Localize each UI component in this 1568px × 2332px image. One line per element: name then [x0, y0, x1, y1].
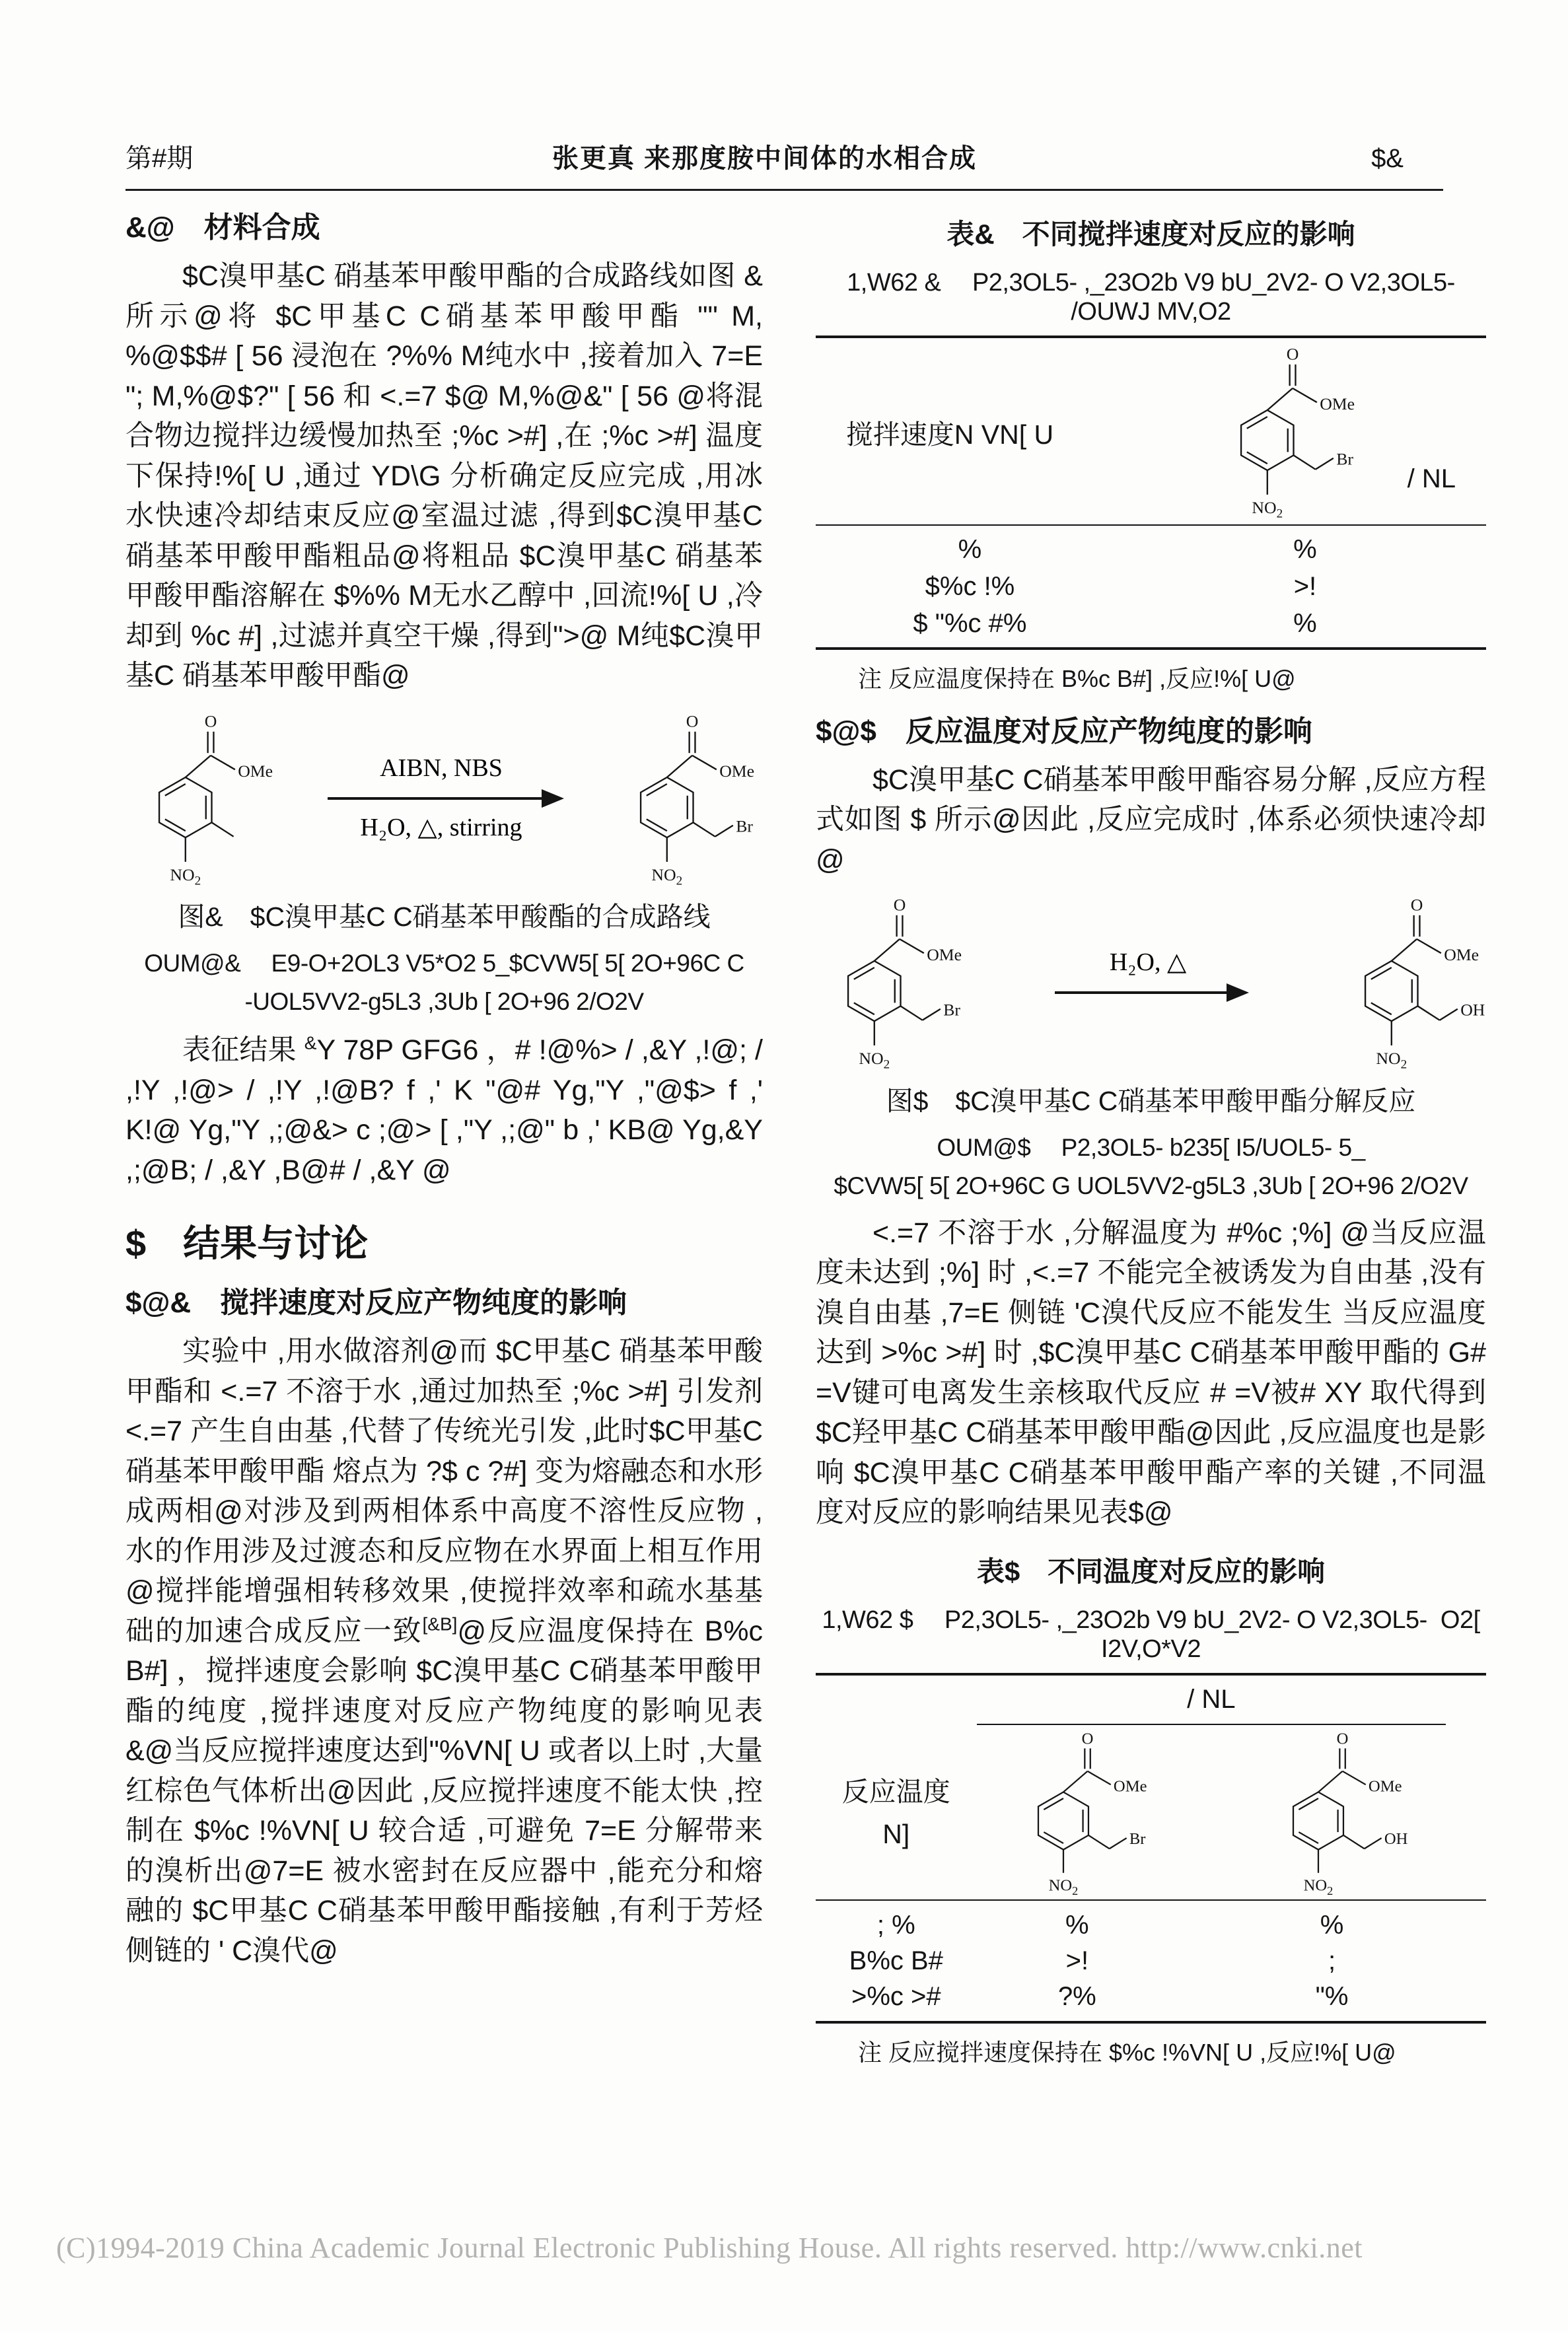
- svg-text:O: O: [1336, 1730, 1349, 1748]
- table-cell: $ "%c #%: [913, 608, 1027, 638]
- alcohol-structure: [1184, 1727, 1486, 1900]
- svg-text:NO2: $NO_2$: [1303, 1876, 1333, 1897]
- header-left-line1: 反应温度: [841, 1777, 950, 1808]
- table2-note: 注 反应搅拌速度保持在 $%c !%VN[ U ,反应!%[ U@: [858, 2039, 1396, 2067]
- table2-span-header: [816, 1676, 1486, 1727]
- section-heading-materials: &@ 材料合成: [125, 211, 320, 244]
- svg-text:O: O: [204, 711, 217, 730]
- table-cell: %: [1065, 1911, 1089, 1940]
- arrowhead-icon: [542, 789, 564, 808]
- svg-text:OMe: OMe: [1319, 394, 1355, 414]
- section-heading-results: $ 结果与讨论: [125, 1222, 369, 1265]
- table2: [816, 1673, 1486, 2024]
- svg-text:O: O: [893, 895, 906, 915]
- bromide-structure: [977, 1727, 1185, 1900]
- figure1-caption-cn: 图& $C溴甲基C C硝基苯甲酸酯的合成路线: [178, 901, 711, 933]
- table2-header: [816, 1727, 1486, 1900]
- table-cell: %: [1293, 534, 1317, 564]
- table1-unit-label: / NL: [1407, 464, 1456, 493]
- figure2-caption-en1: OUM@$ P2,3OL5- b235[ I5/UOL5- 5_: [937, 1133, 1365, 1161]
- svg-text:Br: Br: [1336, 449, 1353, 469]
- table1-note: 注 反应温度保持在 B%c B#] ,反应!%[ U@: [858, 664, 1296, 692]
- svg-text:OMe: OMe: [1368, 1777, 1402, 1796]
- svg-text:OMe: OMe: [927, 945, 962, 965]
- table-cell: >!: [1293, 571, 1317, 601]
- table-cell: "%: [1315, 1982, 1349, 2012]
- table2-inner-rule: [816, 1899, 1486, 1901]
- svg-text:OH: OH: [1460, 1000, 1485, 1020]
- figure1-caption-en1: OUM@& E9-O+2OL3 V5*O2 5_$CVW5[ 5[ 2O+96C C: [144, 950, 744, 977]
- char-lead: 表征结果: [182, 1034, 304, 1067]
- figure2-scheme: [816, 893, 1486, 1074]
- svg-text:OMe: OMe: [719, 761, 755, 781]
- running-title: 张更真 来那度胺中间体的水相合成: [552, 144, 978, 173]
- svg-text:Br: Br: [943, 1000, 960, 1020]
- paragraph-temperature: <.=7 不溶于水 ,分解温度为 #%c ;%] @当反应温度未达到 ;%] 时 ,<.=7 不能完全被诱发为自由基 ,没有溴自由基 ,7=E 侧链 'C溴代反应不能发生 当反应温度达到 >%c >#] 时 ,$C溴甲基C C硝基苯甲酸甲酯的 G# =V键可电离发生亲核取代反应 # =V被# XY 取代得到 $C羟甲基C C硝基苯甲酸甲酯@因此 ,反应温度也是影响 $C溴甲基C C硝基苯甲酸甲酯产率的关键 ,不同温度对反应的影响结果见表$@: [816, 1217, 1486, 1529]
- table-cell: B%c B#: [849, 1946, 943, 1976]
- reaction-arrow: [1052, 937, 1250, 1030]
- table2-header-left: [816, 1771, 977, 1855]
- svg-text:O: O: [686, 711, 699, 730]
- figure1-caption-en2: -UOL5VV2-g5L3 ,3Ub [ 2O+96 2/O2V: [244, 988, 644, 1016]
- svg-text:NO2: $NO_2$: [859, 1048, 890, 1072]
- paragraph-characterization: [125, 1030, 763, 1190]
- svg-text:OMe: OMe: [1113, 1777, 1147, 1796]
- issue-label: 第#期: [125, 144, 194, 173]
- svg-text:NO2: $NO_2$: [1376, 1048, 1408, 1072]
- table-cell: %: [1293, 608, 1317, 638]
- svg-text:OMe: OMe: [238, 761, 273, 781]
- subsection-heading-temperature: $@$ 反应温度对反应产物纯度的影响: [816, 715, 1312, 748]
- table-cell: $%c !%: [925, 571, 1015, 601]
- figure1-scheme: [125, 709, 763, 890]
- header-left-line2: N]: [882, 1819, 910, 1850]
- stir-b: @反应温度保持在 B%c B#] ，搅拌速度会影响 $C溴甲基C C硝基苯甲酸甲酯的纯度 ,搅拌速度对反应产物纯度的影响见表 &@当反应搅拌速度达到"%VN[ U 或者以上时 ,大量红棕色气体析出@因此 ,反应搅拌速度不能太快 ,控制在 $%c !%VN[ U 较合适 ,可避免 7=E 分解带来的溴析出@7=E 被水密封在反应器中 ,能充分和熔融的 $C甲基C C硝基苯甲酸甲酯接触 ,有利于芳烃侧链的 ' C溴代@: [125, 1615, 764, 1967]
- svg-text:O: O: [1286, 344, 1299, 364]
- reactant-structure: [128, 709, 279, 890]
- table-cell: %: [958, 534, 982, 564]
- svg-text:O: O: [1410, 895, 1423, 915]
- svg-text:Br: Br: [1129, 1829, 1146, 1848]
- arrowhead-icon: [1227, 983, 1249, 1002]
- table-row: [816, 1943, 1486, 1979]
- table-cell: ;: [1328, 1946, 1336, 1976]
- table-row: [816, 1979, 1486, 2014]
- svg-text:OMe: OMe: [1444, 945, 1479, 965]
- paragraph-decomposition: $C溴甲基C C硝基苯甲酸甲酯容易分解 ,反应方程式如图 $ 所示@因此 ,反应完成时 ,体系必须快速冷却@: [816, 763, 1486, 876]
- bromide-structure: [817, 893, 968, 1074]
- table1: [816, 336, 1486, 650]
- alcohol-structure: [1334, 893, 1485, 1074]
- svg-text:NO2: $NO_2$: [1251, 497, 1283, 521]
- char-sup: &: [304, 1032, 317, 1053]
- table2-title-en: 1,W62 $ P2,3OL5- ,_23O2b V9 bU_2V2- O V2,3OL5- O2[ I2V,O*V2: [822, 1606, 1487, 1663]
- table1-inner-rule: [816, 524, 1486, 526]
- copyright-footer: (C)1994-2019 China Academic Journal Electronic Publishing House. All rights reserved. http://www.cnki.net: [56, 2232, 1363, 2264]
- figure2-caption-en2: $CVW5[ 5[ 2O+96C G UOL5VV2-g5L3 ,3Ub [ 2O+96 2/O2V: [834, 1172, 1468, 1199]
- arrow-condition-top: AIBN, NBS: [379, 754, 503, 783]
- stir-a: 实验中 ,用水做溶剂@而 $C甲基C 硝基苯甲酸甲酯和 <.=7 不溶于水 ,通过加热至 ;%c >#] 引发剂 <.=7 产生自由基 ,代替了传统光引发 ,此时$C甲基C 硝基苯甲酸甲酯 熔点为 ?$ c ?#] 变为熔融态和水形成两相@对涉及到两相体系中高度不溶性反应物 ,水的作用涉及过渡态和反应物在水界面上相互作用@搅拌能增强相转移效果 ,使搅拌效率和疏水基基础的加速合成反应一致: [125, 1335, 763, 1647]
- arrow-condition-top: H₂O, △: [1109, 948, 1186, 976]
- svg-text:NO2: $NO_2$: [651, 865, 683, 888]
- right-column: [816, 210, 1486, 2068]
- table-cell: ?%: [1057, 1982, 1096, 2012]
- table1-structure: [1084, 342, 1486, 523]
- table1-title-cn: 表& 不同搅拌速度对反应的影响: [946, 219, 1355, 250]
- page-number: $&: [1371, 144, 1404, 173]
- svg-text:O: O: [1081, 1730, 1094, 1748]
- char-rest: Y 78P GFG6 ，# !@%> / ,&Y ,!@; / ,!Y ,!@> / ,!Y ,!@B? f ,' K "@# Yg,"Y ,"@$> f ,' K!@ Yg,"Y ,;@&> c ;@> [ ,"Y ,;@" b ,' KB@ Yg,&Y ,;@B; / ,&Y ,B@# / ,&Y @: [125, 1034, 764, 1186]
- table-row: [816, 1907, 1486, 1943]
- left-column: [125, 210, 763, 1971]
- page-header: [125, 137, 1443, 175]
- reaction-arrow: [324, 750, 565, 849]
- table2-unit-label: / NL: [977, 1685, 1446, 1725]
- paragraph-synthesis: $C溴甲基C 硝基苯甲酸甲酯的合成路线如图 & 所示@将 $C甲基C C硝基苯甲酸甲酯 "" M, %@$$# [ 56 浸泡在 ?%% M纯水中 ,接着加入 7=E "; M,%@$?" [ 56 和 <.=7 $@ M,%@&" [ 56 @将混合物边搅拌边缓慢加热至 ;%c >#] ,在 ;%c >#] 温度下保持!%[ U ,通过 YD\G 分析确定反应完成 ,用冰水快速冷却结束反应@室温过滤 ,得到$C溴甲基C 硝基苯甲酸甲酯粗品@将粗品 $C溴甲基C 硝基苯甲酸甲酯溶解在 $%% M无水乙醇中 ,回流!%[ U ,冷却到 %c #] ,过滤并真空干燥 ,得到">@ M纯$C溴甲基C 硝基苯甲酸甲酯@: [125, 260, 763, 691]
- header-rule: [125, 189, 1443, 191]
- svg-text:NO2: $NO_2$: [170, 865, 201, 888]
- table-cell: >!: [1065, 1946, 1089, 1976]
- table-row: [816, 531, 1486, 568]
- table1-header-left: 搅拌速度N VN[ U: [845, 419, 1054, 450]
- table1-header: [816, 338, 1486, 524]
- figure2-caption-cn: 图$ $C溴甲基C C硝基苯甲酸甲酯分解反应: [886, 1085, 1416, 1116]
- arrow-condition-bottom: H₂O, △, stirring: [359, 814, 522, 842]
- bromide-structure: [1210, 342, 1361, 523]
- table-row: [816, 605, 1486, 642]
- product-structure: [610, 709, 760, 890]
- subsection-heading-stirring: $@& 搅拌速度对反应产物纯度的影响: [125, 1287, 627, 1320]
- svg-text:Br: Br: [736, 816, 753, 835]
- table-cell: %: [1320, 1911, 1344, 1940]
- table-row: [816, 568, 1486, 605]
- svg-text:OH: OH: [1384, 1829, 1408, 1848]
- table-cell: >%c >#: [851, 1982, 941, 2012]
- table-cell: ; %: [876, 1911, 915, 1940]
- table1-title-en: 1,W62 & P2,3OL5- ,_23O2b V9 bU_2V2- O V2,3OL5- /OUWJ MV,O2: [847, 269, 1468, 326]
- paragraph-stirring: [125, 1331, 763, 1971]
- citation-sup: [&B]: [422, 1613, 458, 1635]
- table2-title-cn: 表$ 不同温度对反应的影响: [976, 1555, 1326, 1587]
- svg-text:NO2: $NO_2$: [1048, 1876, 1079, 1897]
